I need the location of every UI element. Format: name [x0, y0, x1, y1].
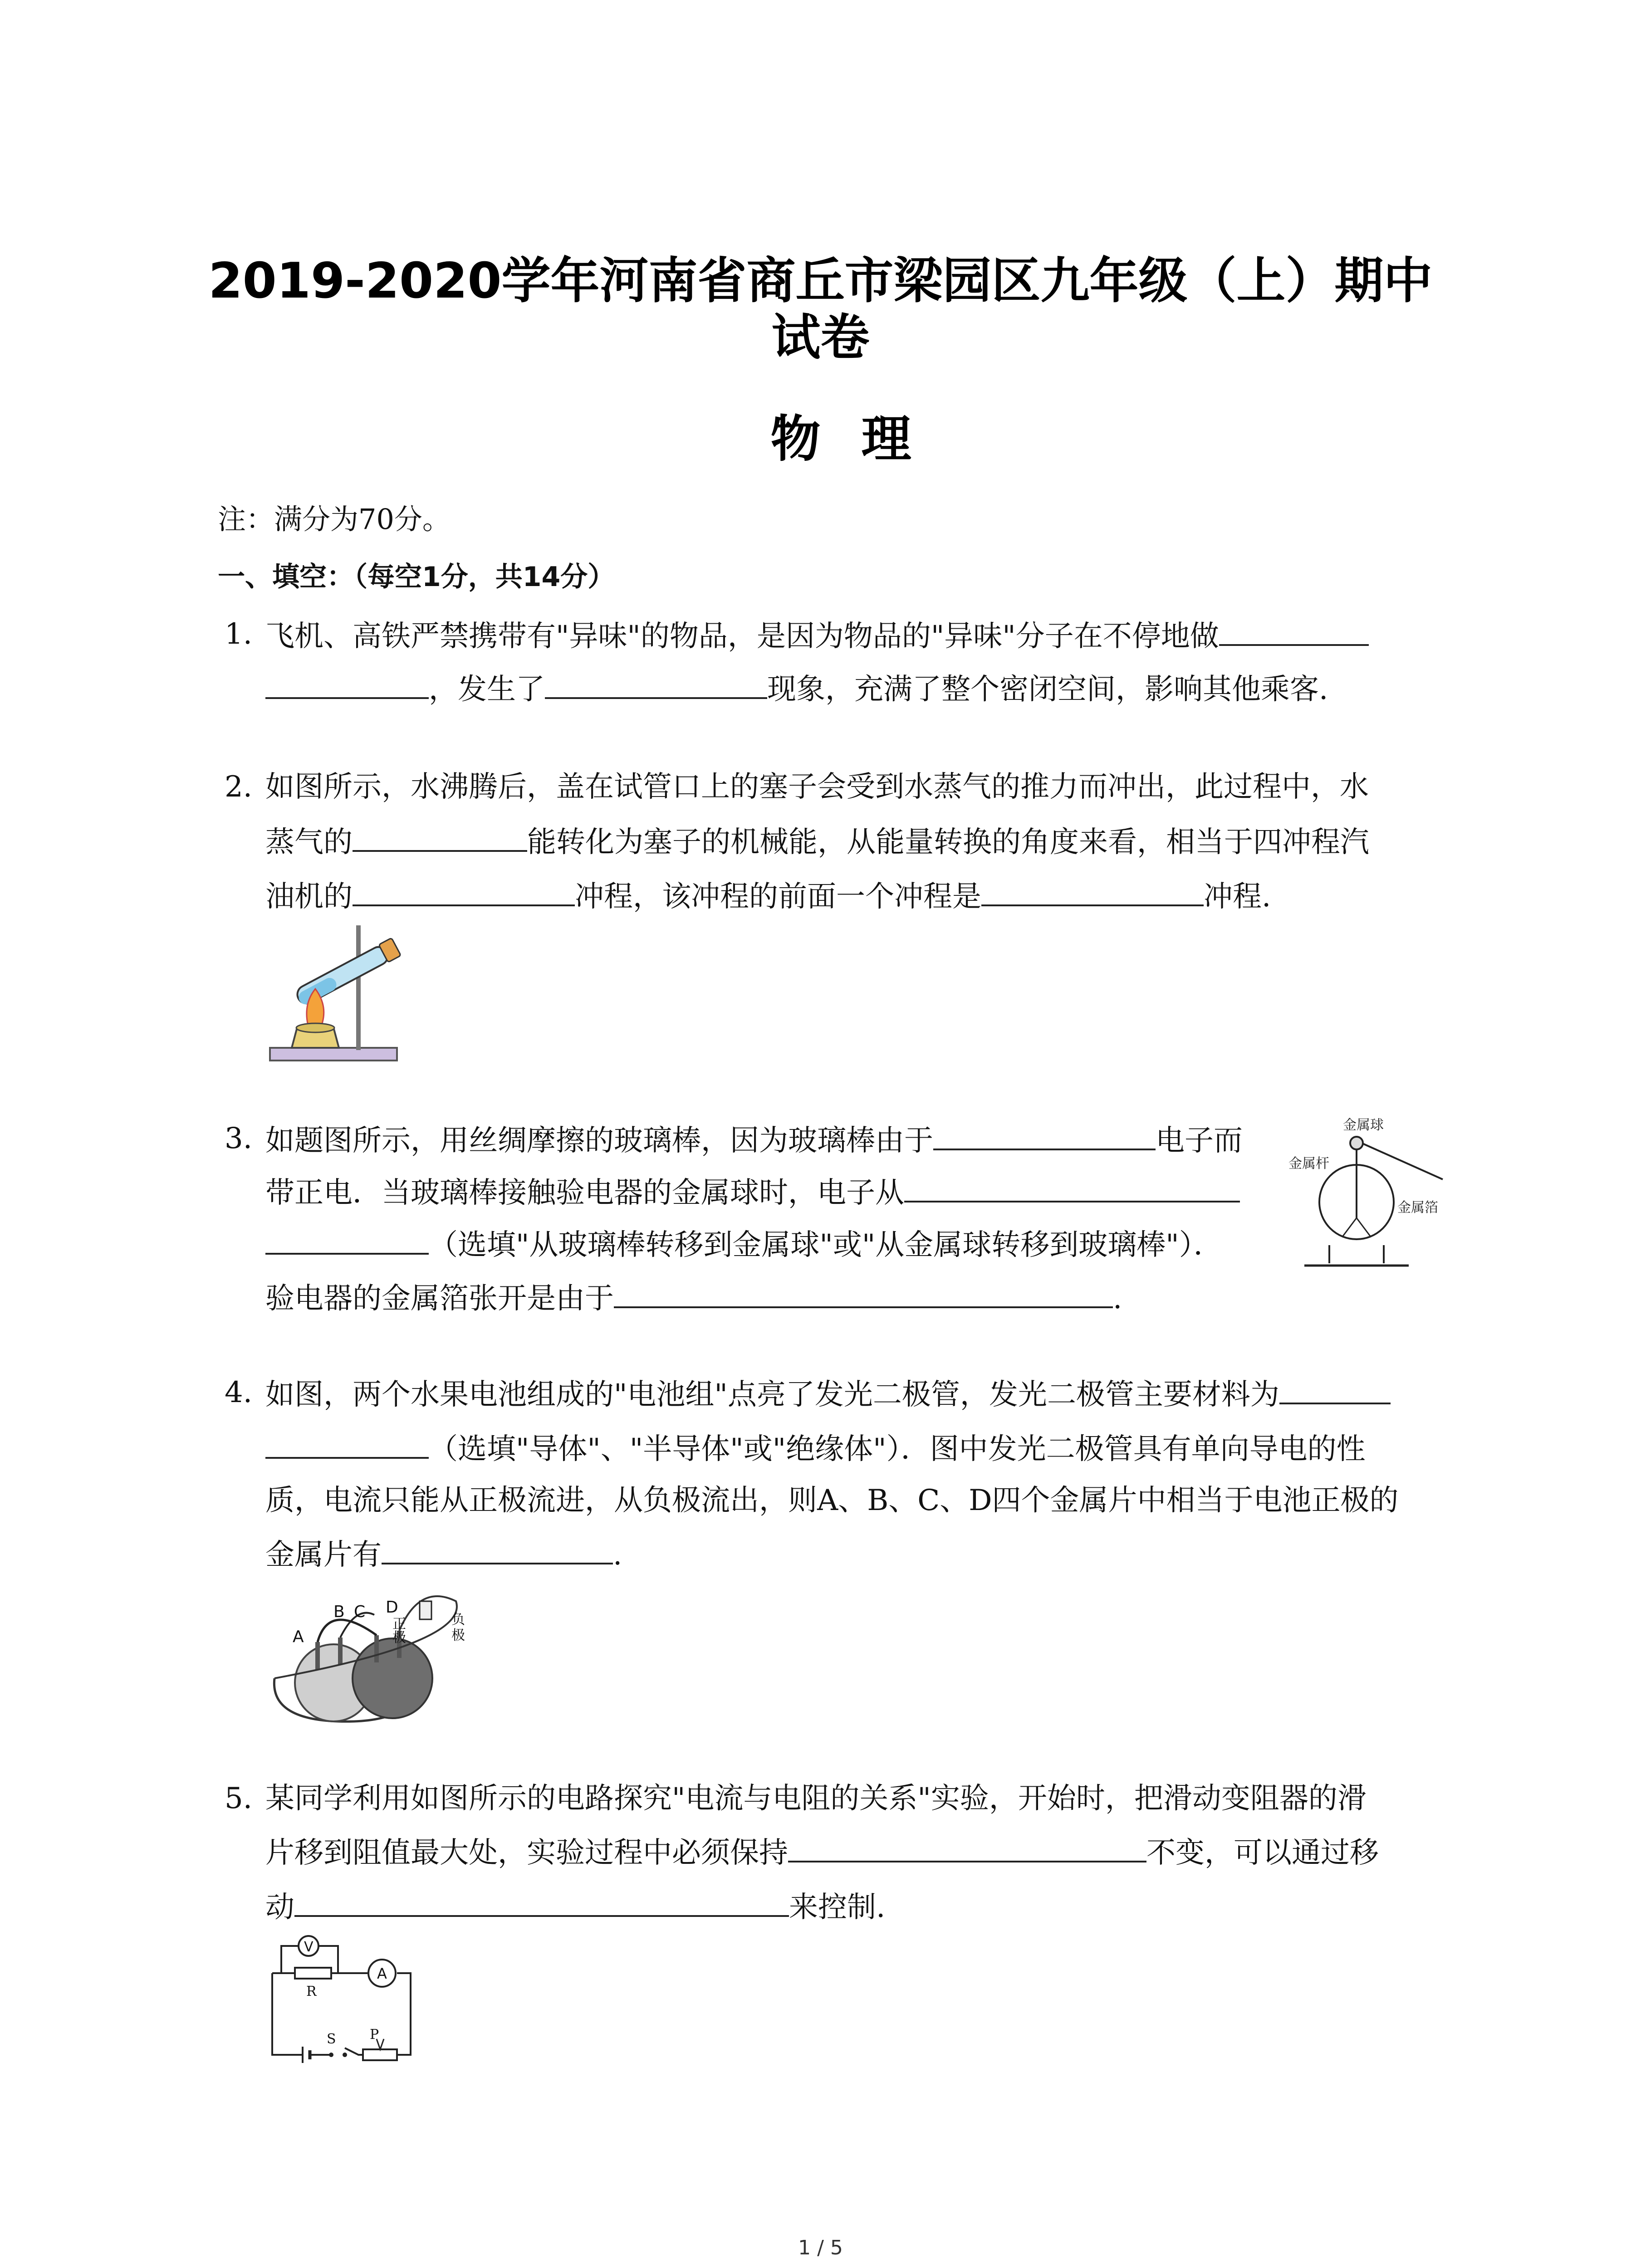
switch: [329, 2053, 333, 2057]
question-text: .: [613, 1538, 622, 1572]
answer-blank[interactable]: [353, 876, 575, 906]
label-negative-2: 极: [451, 1628, 465, 1643]
metal-ball: [1350, 1137, 1363, 1149]
answer-blank[interactable]: [353, 822, 527, 852]
glass-rod: [1357, 1141, 1443, 1179]
question-text: 现象，充满了整个密闭空间，影响其他乘客.: [767, 673, 1328, 706]
label-slider: P: [370, 2027, 379, 2043]
label-metal-ball: 金属球: [1343, 1117, 1384, 1133]
stand-rod: [356, 925, 361, 1050]
question-text: 如图所示，水沸腾后，盖在试管口上的塞子会受到水蒸气的推力而冲出，此过程中，水: [265, 770, 1369, 804]
answer-blank[interactable]: [265, 669, 429, 699]
led: [420, 1601, 431, 1619]
circuit-diagram-figure: [265, 1928, 415, 2064]
label-b: B: [333, 1603, 345, 1621]
question-text: 验电器的金属箔张开是由于: [265, 1282, 614, 1315]
page-number: 1 / 5: [798, 2236, 843, 2259]
question-text: 能转化为塞子的机械能，从能量转换的角度来看，相当于四冲程汽: [527, 826, 1369, 859]
answer-blank[interactable]: [265, 1429, 429, 1459]
answer-blank[interactable]: [265, 1225, 429, 1255]
answer-blank[interactable]: [545, 669, 767, 699]
label-resistor: R: [306, 1984, 317, 1999]
question-text: 飞机、高铁严禁携带有"异味"的物品，是因为物品的"异味"分子在不停地做: [265, 620, 1219, 653]
question-text: 冲程，该冲程的前面一个冲程是: [575, 880, 981, 914]
question-number: 1.: [225, 617, 253, 651]
electroscope-figure: [1284, 1107, 1465, 1279]
question-text: 蒸气的: [265, 826, 353, 859]
question-text: 油机的: [265, 880, 353, 914]
label-metal-foil: 金属箔: [1397, 1200, 1438, 1216]
question-text: 如图，两个水果电池组成的"电池组"点亮了发光二极管，发光二极管主要材料为: [265, 1378, 1279, 1412]
question-text: （选填"导体"、"半导体"或"绝缘体"）．图中发光二极管具有单向导电的性: [429, 1432, 1366, 1466]
question-number: 4.: [225, 1376, 253, 1409]
exam-title-line1: 2019-2020学年河南省商丘市梁园区九年级（上）期中: [208, 253, 1433, 309]
answer-blank[interactable]: [382, 1535, 613, 1564]
question-text: 冲程.: [1204, 880, 1271, 914]
test-tube-heating-figure: [265, 912, 415, 1066]
question-text: 带正电．当玻璃棒接触验电器的金属球时，电子从: [265, 1176, 904, 1210]
question-text: 片移到阻值最大处，实验过程中必须保持: [265, 1836, 788, 1870]
question-text: 动: [265, 1891, 294, 1924]
answer-blank[interactable]: [294, 1887, 789, 1917]
question-text: ，发生了: [429, 673, 545, 706]
label-negative: 负: [451, 1612, 465, 1628]
answer-blank[interactable]: [788, 1833, 1146, 1862]
question-text: .: [1113, 1282, 1122, 1315]
label-metal-rod: 金属杆: [1288, 1156, 1329, 1172]
label-ammeter: A: [377, 1965, 387, 1982]
question-number: 3.: [225, 1122, 253, 1155]
label-a: A: [293, 1628, 304, 1646]
exam-title-line2: 试卷: [771, 309, 870, 366]
stand-base: [270, 1048, 397, 1061]
question-number: 2.: [225, 770, 253, 804]
answer-blank[interactable]: [1279, 1374, 1391, 1404]
question-text: 某同学利用如图所示的电路探究"电流与电阻的关系"实验，开始时，把滑动变阻器的滑: [265, 1782, 1367, 1815]
metal-foil: [1357, 1218, 1370, 1236]
question-text: 如题图所示，用丝绸摩擦的玻璃棒，因为玻璃棒由于: [265, 1124, 933, 1158]
answer-blank[interactable]: [904, 1173, 1240, 1202]
label-positive: 正: [392, 1616, 406, 1632]
answer-blank[interactable]: [614, 1278, 1113, 1308]
subject-title: 物理: [770, 410, 952, 468]
label-c: C: [354, 1603, 366, 1621]
fruit-battery-figure: [265, 1574, 506, 1728]
section-heading: 一、填空：（每空1分，共14分）: [218, 561, 615, 593]
answer-blank[interactable]: [933, 1120, 1156, 1150]
answer-blank[interactable]: [981, 876, 1204, 906]
question-text: （选填"从玻璃棒转移到金属球"或"从金属球转移到玻璃棒"）．: [429, 1228, 1223, 1262]
question-text: 电子而: [1156, 1124, 1243, 1158]
question-text: 金属片有: [265, 1538, 382, 1572]
label-positive-2: 极: [392, 1630, 406, 1646]
label-voltmeter: V: [304, 1939, 314, 1955]
score-note: 注：满分为70分。: [218, 503, 451, 536]
question-text: 来控制.: [789, 1891, 886, 1924]
rheostat: [363, 2049, 397, 2060]
answer-blank[interactable]: [1219, 616, 1369, 646]
metal-foil: [1343, 1218, 1357, 1236]
question-text: 不变，可以通过移: [1146, 1836, 1379, 1870]
question-text: 质，电流只能从正极流进，从负极流出，则A、B、C、D四个金属片中相当于电池正极的: [265, 1484, 1399, 1517]
label-d: D: [386, 1598, 398, 1617]
resistor: [295, 1968, 331, 1979]
question-number: 5.: [225, 1782, 253, 1815]
label-switch: S: [327, 2031, 336, 2047]
